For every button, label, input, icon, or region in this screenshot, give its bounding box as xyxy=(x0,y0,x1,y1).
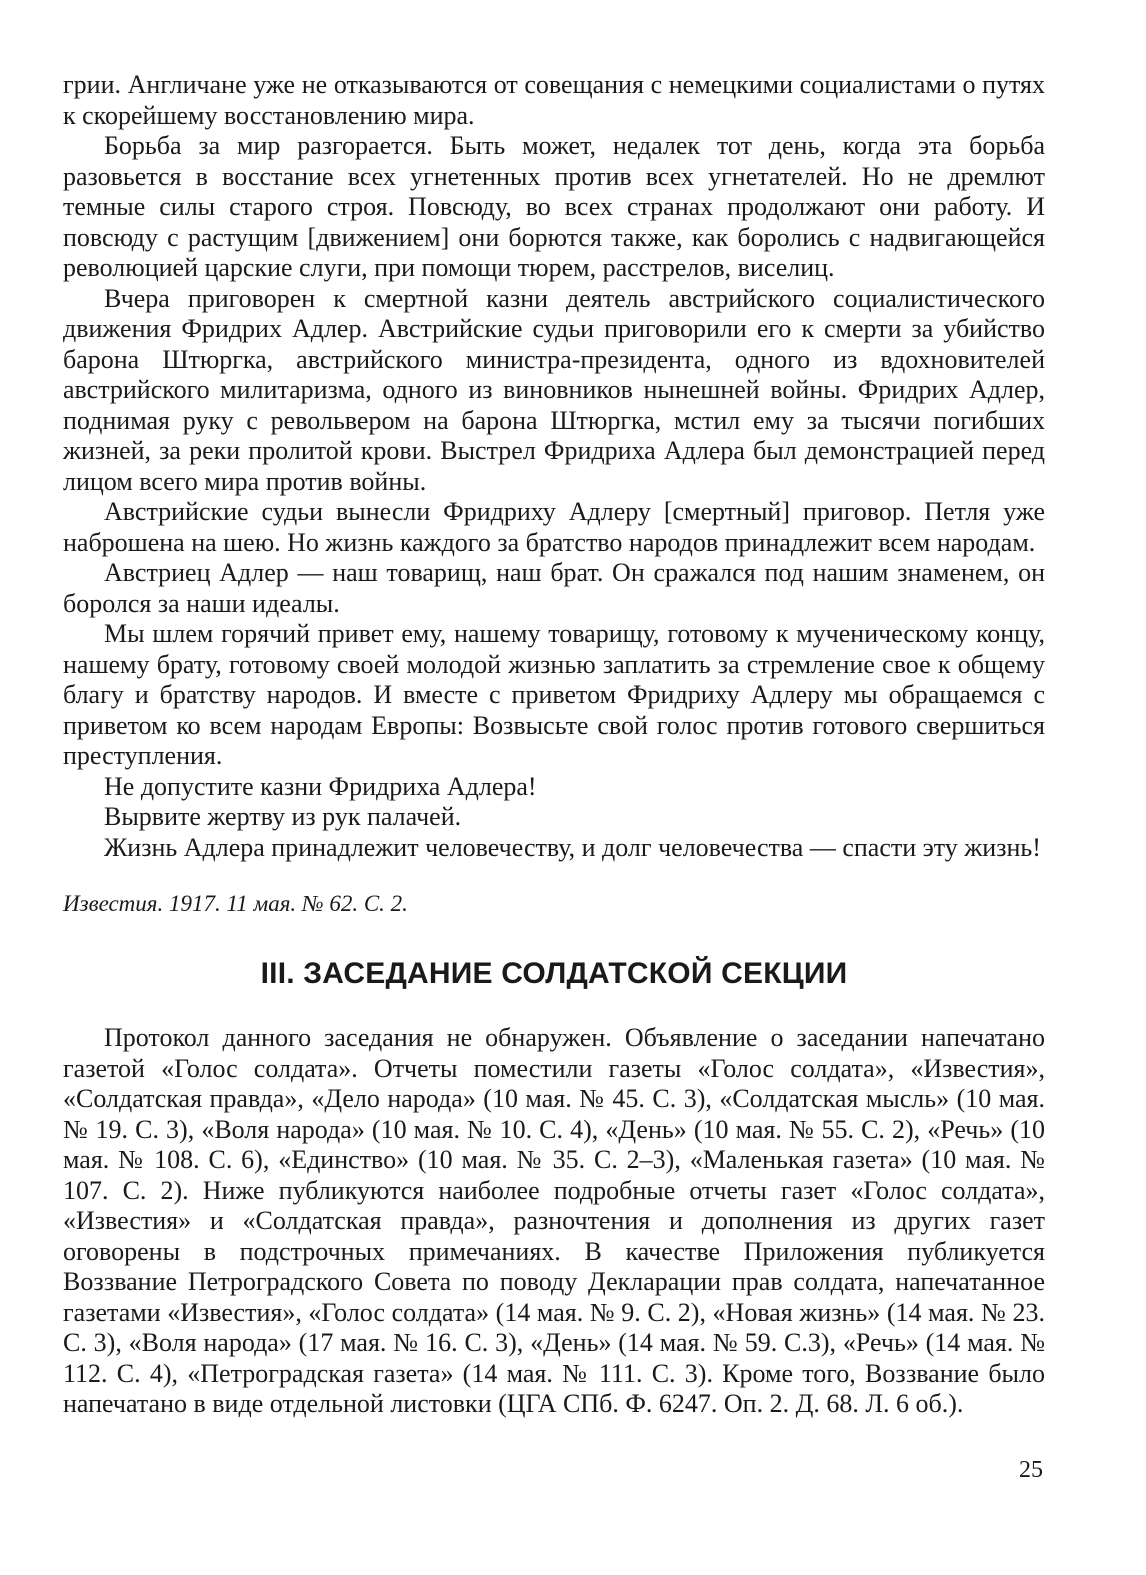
page-body xyxy=(63,70,1045,1420)
section-heading: III. ЗАСЕДАНИЕ СОЛДАТСКОЙ СЕКЦИИ xyxy=(260,957,848,990)
paragraph-appeal-1: Не допустите казни Фридриха Адлера! xyxy=(104,771,537,801)
paragraph-struggle-for-peace: Борьба за мир разгорается. Быть может, недалек тот день, когда эта борьба разовьется в восстание всех угнетенных против всех угнетателей. Но не дремлют темные силы старого строя. Повсюду, во всех странах продолжают они работу. И повсюду с растущим [движением] они борются также, как боролись с надвигающейся революцией царские слуги, при помощи тюрем, расстрелов, виселиц. xyxy=(63,131,1045,282)
paragraph-our-comrade: Австриец Адлер — наш товарищ, наш брат. Он сражался под нашим знаменем, он боролся за наши идеалы. xyxy=(63,558,1045,618)
paragraph-appeal-3: Жизнь Адлера принадлежит человечеству, и долг человечества — спасти эту жизнь! xyxy=(104,832,1041,862)
source-citation: Известия. 1917. 11 мая. № 62. С. 2. xyxy=(63,891,408,916)
page-number: 25 xyxy=(1019,1457,1043,1483)
section-intro-paragraph: Протокол данного заседания не обнаружен. Объявление о заседании напечатано газетой «Голос солдата». Отчеты поместили газеты «Голос солдата», «Известия», «Солдатская правда», «Дело народа» (10 мая. № 45. С. 3), «Солдатская мысль» (10 мая. № 19. С. 3), «Воля народа» (10 мая. № 10. С. 4), «День» (10 мая. № 55. С. 2), «Речь» (10 мая. № 108. С. 6), «Единство» (10 мая. № 35. С. 2–3), «Маленькая газета» (10 мая. № 107. С. 2). Ниже публикуются наиболее подробные отчеты газет «Голос солдата», «Известия» и «Солдатская правда», разночтения и дополнения из других газет оговорены в подстрочных примечаниях. В качестве Приложения публикуется Воззвание Петроградского Совета по поводу Декларации прав солдата, напечатанное газетами «Известия», «Голос солдата» (14 мая. № 9. С. 2), «Новая жизнь» (14 мая. № 23. С. 3), «Воля народа» (17 мая. № 16. С. 3), «День» (14 мая. № 59. С.3), «Речь» (14 мая. № 112. С. 4), «Петроградская газета» (14 мая. № 111. С. 3). Кроме того, Воззвание было напечатано в виде отдельной листовки (ЦГА СПб. Ф. 6247. Оп. 2. Д. 68. Л. 6 об.). xyxy=(63,1023,1045,1418)
paragraph-continuation: грии. Англичане уже не отказываются от совещания с немецкими социалистами о путях к скорейшему восстановлению мира. xyxy=(63,70,1045,130)
paragraph-austrian-judges: Австрийские судьи вынесли Фридриху Адлеру [смертный] приговор. Петля уже наброшена на шею. Но жизнь каждого за братство народов принадлежит всем народам. xyxy=(63,497,1045,557)
paragraph-greeting: Мы шлем горячий привет ему, нашему товарищу, готовому к мученическому концу, нашему брату, готовому своей молодой жизнью заплатить за стремление свое к общему благу и братству народов. И вместе с приветом Фридриху Адлеру мы обращаемся с приветом ко всем народам Европы: Возвысьте свой голос против готового свершиться преступления. xyxy=(63,619,1045,770)
paragraph-adler-sentenced: Вчера приговорен к смертной казни деятель австрийского социалистического движения Фридрих Адлер. Австрийские судьи приговорили его к смерти за убийство барона Штюргка, австрийского министра-президента, одного из вдохновителей австрийского милитаризма, одного из виновников нынешней войны. Фридрих Адлер, поднимая руку с револьвером на барона Штюргка, мстил ему за тысячи погибших жизней, за реки пролитой крови. Выстрел Фридриха Адлера был демонстрацией перед лицом всего мира против войны. xyxy=(63,283,1045,496)
paragraph-appeal-2: Вырвите жертву из рук палачей. xyxy=(104,802,462,831)
